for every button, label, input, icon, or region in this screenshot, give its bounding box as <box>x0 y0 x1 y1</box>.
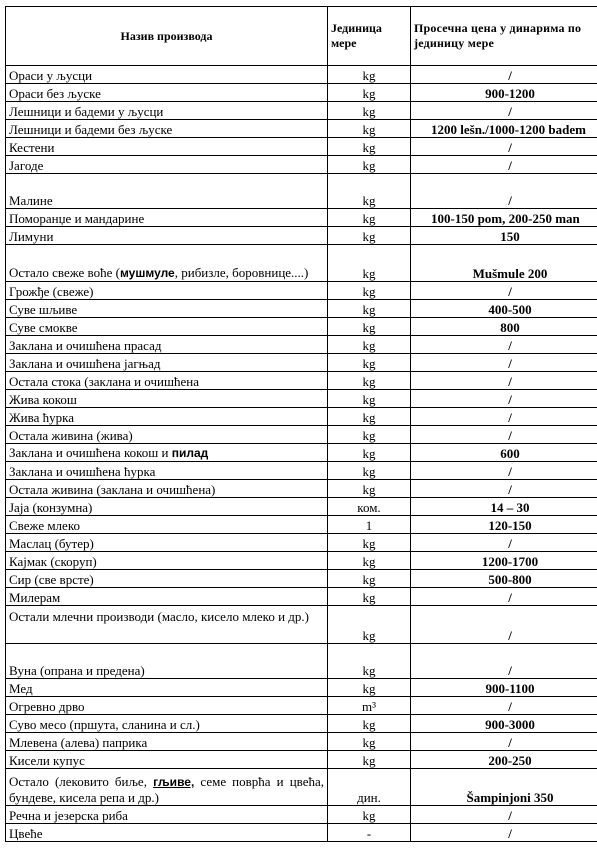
table-row <box>6 644 597 679</box>
product-name: Заклана и очишћена прасад <box>6 336 328 354</box>
unit-of-measure: kg <box>328 354 411 372</box>
header-row <box>6 7 597 66</box>
table-row <box>6 570 597 588</box>
table-row <box>6 282 597 300</box>
table-row <box>6 156 597 174</box>
product-name-highlight: гљиве, <box>153 775 195 789</box>
table-row <box>6 84 597 102</box>
product-name: Малине <box>6 174 328 209</box>
table-row <box>6 697 597 715</box>
unit-of-measure: kg <box>328 715 411 733</box>
average-price: 1200 lešn./1000-1200 badem <box>411 120 597 138</box>
table-row <box>6 318 597 336</box>
average-price: / <box>411 102 597 120</box>
product-name: Маслац (бутер) <box>6 534 328 552</box>
header-price: Просечна цена у динарима по јединицу мере <box>411 7 597 66</box>
table-row <box>6 516 597 534</box>
product-name: Кисели купус <box>6 751 328 769</box>
product-name: Милерам <box>6 588 328 606</box>
header-product: Назив производа <box>6 7 328 66</box>
unit-of-measure: kg <box>328 426 411 444</box>
product-name: Вуна (опрана и предена) <box>6 644 328 679</box>
average-price: / <box>411 588 597 606</box>
unit-of-measure: - <box>328 824 411 842</box>
average-price: 900-1200 <box>411 84 597 102</box>
product-name: Заклана и очишћена јагњад <box>6 354 328 372</box>
unit-of-measure: kg <box>328 300 411 318</box>
product-name-part: Остало свеже воће ( <box>9 265 120 280</box>
average-price: 900-1100 <box>411 679 597 697</box>
average-price: 800 <box>411 318 597 336</box>
product-name: Кестени <box>6 138 328 156</box>
table-row <box>6 372 597 390</box>
table-row <box>6 426 597 444</box>
unit-of-measure: kg <box>328 480 411 498</box>
average-price: / <box>411 390 597 408</box>
table-row <box>6 462 597 480</box>
product-name: Остала стока (заклана и очишћена <box>6 372 328 390</box>
average-price: 120-150 <box>411 516 597 534</box>
product-name <box>6 769 328 806</box>
product-name: Свеже млеко <box>6 516 328 534</box>
table-row <box>6 715 597 733</box>
unit-of-measure: kg <box>328 751 411 769</box>
unit-of-measure: дин. <box>328 769 411 806</box>
average-price: 150 <box>411 227 597 245</box>
average-price: / <box>411 408 597 426</box>
product-name: Суве смокве <box>6 318 328 336</box>
unit-of-measure: kg <box>328 552 411 570</box>
unit-of-measure: kg <box>328 120 411 138</box>
table-row <box>6 120 597 138</box>
unit-of-measure: 1 <box>328 516 411 534</box>
average-price: / <box>411 138 597 156</box>
product-name: Жива кокош <box>6 390 328 408</box>
average-price: Šampinjoni 350 <box>411 769 597 806</box>
unit-of-measure: kg <box>328 390 411 408</box>
average-price: / <box>411 354 597 372</box>
unit-of-measure: kg <box>328 679 411 697</box>
unit-of-measure: kg <box>328 372 411 390</box>
unit-of-measure: kg <box>328 245 411 282</box>
product-name: Поморанџе и мандарине <box>6 209 328 227</box>
table-row <box>6 733 597 751</box>
product-name: Кајмак (скоруп) <box>6 552 328 570</box>
table-row <box>6 444 597 462</box>
average-price: / <box>411 282 597 300</box>
product-name: Јагоде <box>6 156 328 174</box>
product-name-part: Остало (лековито биље, <box>9 774 154 789</box>
unit-of-measure: kg <box>328 336 411 354</box>
average-price: / <box>411 462 597 480</box>
table-row <box>6 806 597 824</box>
average-price: / <box>411 606 597 644</box>
unit-of-measure: kg <box>328 174 411 209</box>
table-row <box>6 498 597 516</box>
unit-of-measure: kg <box>328 227 411 245</box>
unit-of-measure: kg <box>328 102 411 120</box>
average-price: 14 – 30 <box>411 498 597 516</box>
product-name: Лешници и бадеми у љусци <box>6 102 328 120</box>
unit-of-measure: kg <box>328 156 411 174</box>
table-row <box>6 606 597 644</box>
table-row <box>6 336 597 354</box>
unit-of-measure: kg <box>328 444 411 462</box>
table-row <box>6 354 597 372</box>
unit-of-measure: kg <box>328 66 411 84</box>
average-price: / <box>411 733 597 751</box>
unit-of-measure: kg <box>328 462 411 480</box>
unit-of-measure: ком. <box>328 498 411 516</box>
product-name <box>6 245 328 282</box>
product-name: Остали млечни производи (масло, кисело млеко и др.) <box>6 606 328 644</box>
product-name: Јаја (конзумна) <box>6 498 328 516</box>
unit-of-measure: kg <box>328 282 411 300</box>
table-row <box>6 679 597 697</box>
price-sheet <box>5 6 597 842</box>
unit-of-measure: kg <box>328 644 411 679</box>
table-row <box>6 209 597 227</box>
product-name: Речна и језерска риба <box>6 806 328 824</box>
unit-of-measure: kg <box>328 84 411 102</box>
unit-of-measure: kg <box>328 588 411 606</box>
average-price: / <box>411 824 597 842</box>
table-row <box>6 552 597 570</box>
table-row <box>6 534 597 552</box>
table-row <box>6 480 597 498</box>
product-name: Цвеће <box>6 824 328 842</box>
product-name: Жива ћурка <box>6 408 328 426</box>
average-price: / <box>411 697 597 715</box>
header-unit: Јединица мере <box>328 7 411 66</box>
product-name: Грожђе (свеже) <box>6 282 328 300</box>
product-name <box>6 444 328 462</box>
product-name: Ораси у љусци <box>6 66 328 84</box>
table-row <box>6 751 597 769</box>
average-price: 100-150 pom, 200-250 man <box>411 209 597 227</box>
unit-of-measure: kg <box>328 570 411 588</box>
average-price: / <box>411 156 597 174</box>
product-name: Суве шљиве <box>6 300 328 318</box>
table-row <box>6 300 597 318</box>
table-row <box>6 102 597 120</box>
product-name-highlight: пилад <box>171 446 209 460</box>
average-price: Mušmule 200 <box>411 245 597 282</box>
table-row <box>6 408 597 426</box>
product-name: Ораси без љуске <box>6 84 328 102</box>
table-row <box>6 66 597 84</box>
average-price: 500-800 <box>411 570 597 588</box>
unit-of-measure: m³ <box>328 697 411 715</box>
table-row <box>6 174 597 209</box>
unit-of-measure: kg <box>328 606 411 644</box>
table-row <box>6 824 597 842</box>
average-price: / <box>411 480 597 498</box>
average-price: / <box>411 174 597 209</box>
unit-of-measure: kg <box>328 138 411 156</box>
average-price: / <box>411 534 597 552</box>
product-name: Млевена (алева) паприка <box>6 733 328 751</box>
product-name: Остала живина (заклана и очишћена) <box>6 480 328 498</box>
average-price: / <box>411 644 597 679</box>
unit-of-measure: kg <box>328 534 411 552</box>
product-name: Заклана и очишћена ћурка <box>6 462 328 480</box>
product-name-part: семе поврћа и цвећа, бундеве, кисела репа и др.) <box>9 774 325 805</box>
average-price: / <box>411 372 597 390</box>
product-name-highlight: мушмуле <box>119 266 175 280</box>
average-price: / <box>411 66 597 84</box>
average-price: / <box>411 336 597 354</box>
average-price: 600 <box>411 444 597 462</box>
price-table <box>5 6 597 842</box>
product-name-part: , рибизле, боровнице....) <box>174 265 309 280</box>
product-name: Мед <box>6 679 328 697</box>
product-name: Остала живина (жива) <box>6 426 328 444</box>
product-name-part: Заклана и очишћена кокош и <box>9 445 172 460</box>
product-name: Огревно дрво <box>6 697 328 715</box>
product-name: Лимуни <box>6 227 328 245</box>
table-row <box>6 227 597 245</box>
average-price: 200-250 <box>411 751 597 769</box>
product-name: Суво месо (пршута, сланина и сл.) <box>6 715 328 733</box>
unit-of-measure: kg <box>328 209 411 227</box>
table-row <box>6 390 597 408</box>
average-price: / <box>411 806 597 824</box>
table-row <box>6 245 597 282</box>
average-price: / <box>411 426 597 444</box>
table-row <box>6 769 597 806</box>
unit-of-measure: kg <box>328 806 411 824</box>
table-row <box>6 138 597 156</box>
unit-of-measure: kg <box>328 318 411 336</box>
unit-of-measure: kg <box>328 733 411 751</box>
average-price: 400-500 <box>411 300 597 318</box>
unit-of-measure: kg <box>328 408 411 426</box>
table-row <box>6 588 597 606</box>
average-price: 1200-1700 <box>411 552 597 570</box>
product-name: Лешници и бадеми без љуске <box>6 120 328 138</box>
average-price: 900-3000 <box>411 715 597 733</box>
product-name: Сир (све врсте) <box>6 570 328 588</box>
